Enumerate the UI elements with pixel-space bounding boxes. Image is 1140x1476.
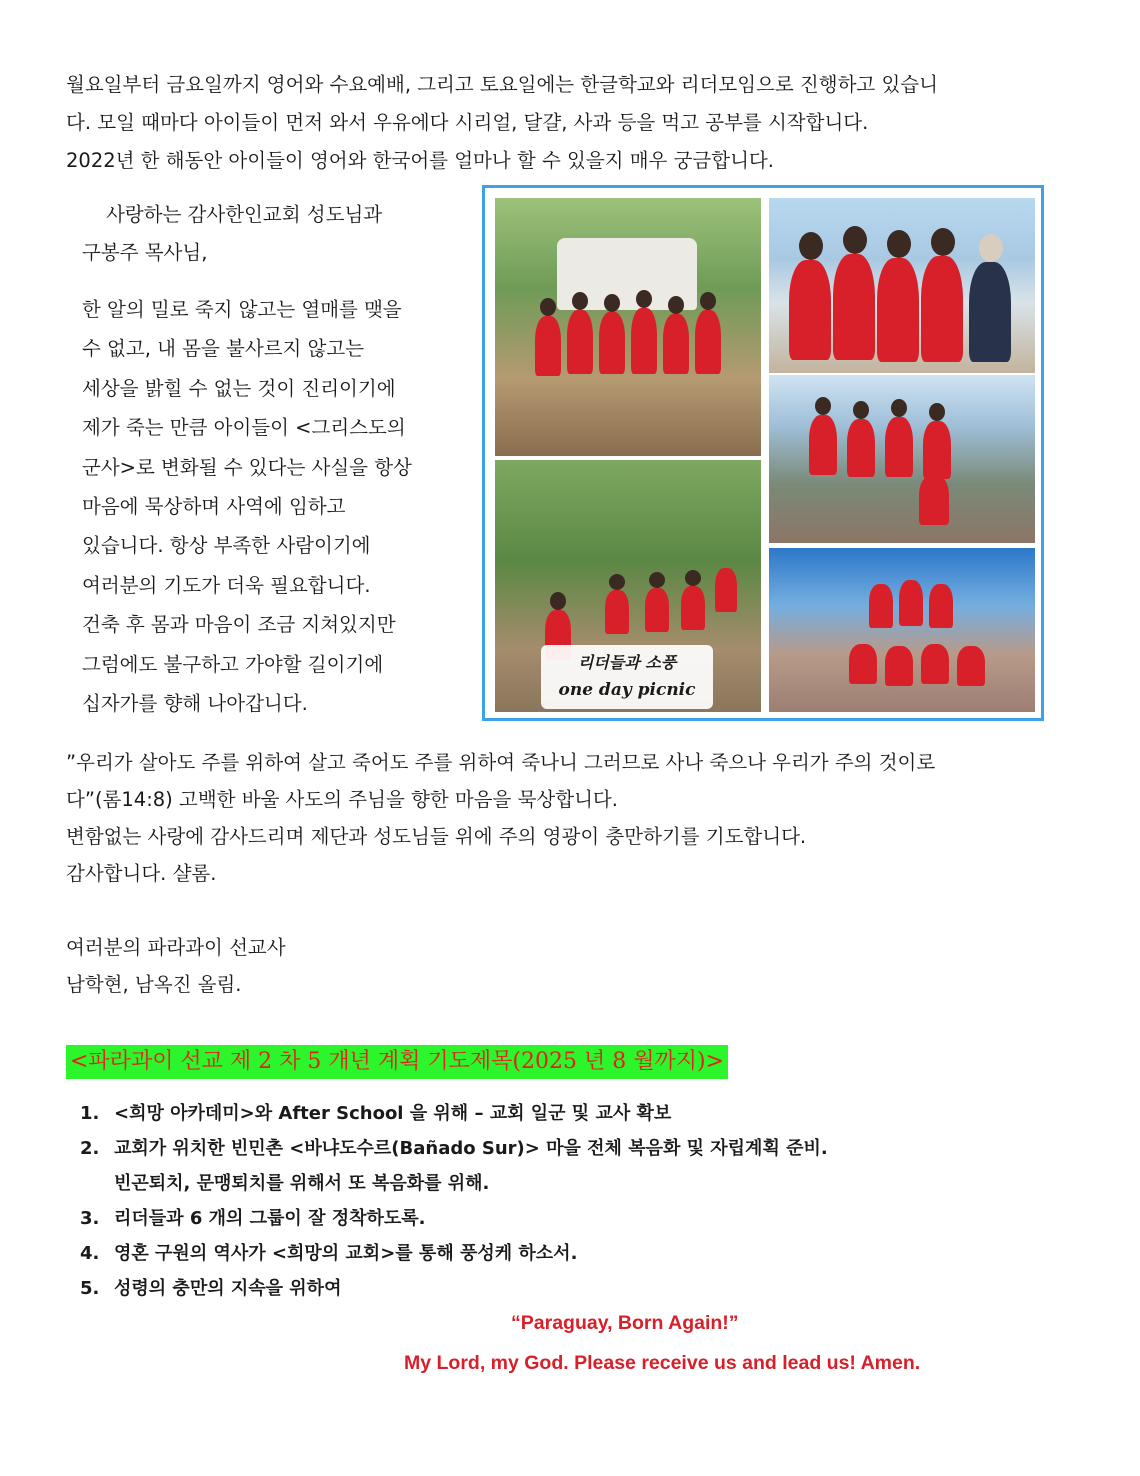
person-figure: [929, 584, 953, 628]
list-item-continued: 빈곤퇴치, 문맹퇴치를 위해서 또 복음화를 위해.: [114, 1173, 490, 1194]
person-figure: [847, 419, 875, 477]
greeting-line: 사랑하는 감사한인교회 성도님과: [106, 203, 383, 226]
closing-line: 변함없는 사랑에 감사드리며 제단과 성도님들 위에 주의 영광이 충만하기를 기도합니다.: [66, 825, 807, 848]
prayer-plan-title: <파라과이 선교 제 2 차 5 개년 계획 기도제목(2025 년 8 월까지)>: [66, 1045, 728, 1079]
list-item: [80, 1236, 828, 1271]
photo-collage: [482, 185, 1044, 721]
list-number: 2.: [80, 1138, 100, 1159]
greeting: [82, 196, 382, 272]
body-line: 건축 후 몸과 마음이 조금 지쳐있지만: [82, 613, 396, 637]
body-line: 군사>로 변화될 수 있다는 사실을 항상: [82, 455, 412, 479]
body-line: 한 알의 밀로 죽지 않고는 열매를 맺을: [82, 298, 402, 321]
person-figure: [715, 568, 737, 612]
head-shape: [636, 290, 652, 308]
photo-group-lake: [769, 198, 1035, 373]
intro-line: 2022년 한 해동안 아이들이 영어와 한국어를 얼마나 할 수 있을지 매우 궁금합니다.: [66, 149, 774, 172]
head-shape: [931, 228, 955, 256]
body-line: 제가 죽는 만큼 아이들이 <그리스도의: [82, 416, 406, 440]
person-figure: [631, 308, 657, 374]
body-line: 십자가를 향해 나아갑니다.: [82, 692, 308, 716]
body-line: 있습니다. 항상 부족한 사람이기에: [82, 534, 371, 558]
list-text: <희망 아카데미>와 After School 을 위해 – 교회 일군 및 교사 확보: [114, 1103, 672, 1124]
person-figure: [645, 588, 669, 632]
letter-body: [82, 290, 412, 723]
head-shape: [572, 292, 588, 310]
list-text: 교회가 위치한 빈민촌 <바냐도수르(Bañado Sur)> 마을 전체 복음화 및 자립계획 준비.: [114, 1138, 828, 1159]
intro-line: 월요일부터 금요일까지 영어와 수요예배, 그리고 토요일에는 한글학교와 리더모임으로 진행하고 있습니: [66, 73, 938, 96]
head-shape: [550, 592, 566, 610]
caption-english: one day picnic: [558, 680, 696, 700]
list-number: 1.: [80, 1103, 100, 1124]
person-figure: [923, 421, 951, 479]
person-figure: [899, 580, 923, 626]
person-figure: [695, 310, 721, 374]
list-item: [80, 1096, 828, 1131]
head-shape: [668, 296, 684, 314]
head-shape: [853, 401, 869, 419]
body-line: 여러분의 기도가 더욱 필요합니다.: [82, 573, 371, 597]
closing-paragraph: [66, 744, 1076, 892]
person-figure: [919, 475, 949, 525]
person-figure: [833, 254, 875, 360]
person-figure: [877, 258, 919, 362]
head-shape: [700, 292, 716, 310]
list-number: 5.: [80, 1278, 100, 1299]
intro-line: 다. 모일 때마다 아이들이 먼저 와서 우유에다 시리얼, 달걀, 사과 등을 먹고 공부를 시작합니다.: [66, 111, 869, 134]
photo-group-truck: [495, 198, 761, 456]
person-figure: [885, 417, 913, 477]
head-shape: [799, 232, 823, 260]
photo-group-steps: [769, 548, 1035, 712]
list-text: 영혼 구원의 역사가 <희망의 교회>를 통해 풍성케 하소서.: [114, 1243, 578, 1264]
head-shape: [685, 570, 701, 586]
head-shape: [891, 399, 907, 417]
signature-line: 여러분의 파라과이 선교사: [66, 936, 286, 959]
body-line: 세상을 밝힐 수 없는 것이 진리이기에: [82, 376, 396, 400]
person-figure: [921, 644, 949, 684]
list-item: [80, 1131, 828, 1166]
person-figure: [605, 590, 629, 634]
intro-paragraph: [66, 66, 1076, 180]
person-figure: [535, 316, 561, 376]
head-shape: [649, 572, 665, 588]
body-line: 그럼에도 불구하고 가야할 길이기에: [82, 652, 384, 676]
body-line: 수 없고, 내 몸을 불사르지 않고는: [82, 337, 365, 361]
head-shape: [540, 298, 556, 316]
photo-group-railing: [769, 375, 1035, 543]
head-shape: [604, 294, 620, 312]
motto-line: My Lord, my God. Please receive us and lead us! Amen.: [404, 1352, 921, 1374]
person-figure: [789, 260, 831, 360]
list-text: 성령의 충만의 지속을 위하여: [114, 1278, 342, 1299]
closing-line: 다”(롬14:8) 고백한 바울 사도의 주님을 향한 마음을 묵상합니다.: [66, 788, 618, 811]
person-figure: [921, 256, 963, 362]
person-figure: [969, 262, 1011, 362]
motto-line: “Paraguay, Born Again!”: [511, 1312, 739, 1334]
person-figure: [599, 312, 625, 374]
list-text: 리더들과 6 개의 그룹이 잘 정착하도록.: [114, 1208, 426, 1229]
head-shape: [887, 230, 911, 258]
person-figure: [567, 310, 593, 374]
head-shape: [843, 226, 867, 254]
closing-line: ”우리가 살아도 주를 위하여 살고 죽어도 주를 위하여 죽나니 그러므로 사나 죽으나 우리가 주의 것이로: [66, 751, 936, 774]
person-figure: [885, 646, 913, 686]
caption-korean: 리더들과 소풍: [577, 653, 677, 672]
person-figure: [957, 646, 985, 686]
head-shape: [815, 397, 831, 415]
greeting-line: 구봉주 목사님,: [82, 241, 208, 264]
list-number: 3.: [80, 1208, 100, 1229]
person-figure: [869, 584, 893, 628]
list-number: 4.: [80, 1243, 100, 1264]
closing-line: 감사합니다. 샬롬.: [66, 862, 217, 885]
head-shape: [929, 403, 945, 421]
person-figure: [809, 415, 837, 475]
signature: [66, 929, 286, 1003]
head-shape: [979, 234, 1003, 262]
person-figure: [663, 314, 689, 374]
body-line: 마음에 묵상하며 사역에 임하고: [82, 495, 346, 519]
head-shape: [609, 574, 625, 590]
photo-caption: [541, 645, 713, 709]
signature-line: 남학현, 남옥진 올림.: [66, 973, 242, 996]
list-item: [80, 1271, 828, 1306]
list-item: [80, 1201, 828, 1236]
prayer-list: [80, 1096, 828, 1306]
person-figure: [849, 644, 877, 684]
person-figure: [681, 586, 705, 630]
